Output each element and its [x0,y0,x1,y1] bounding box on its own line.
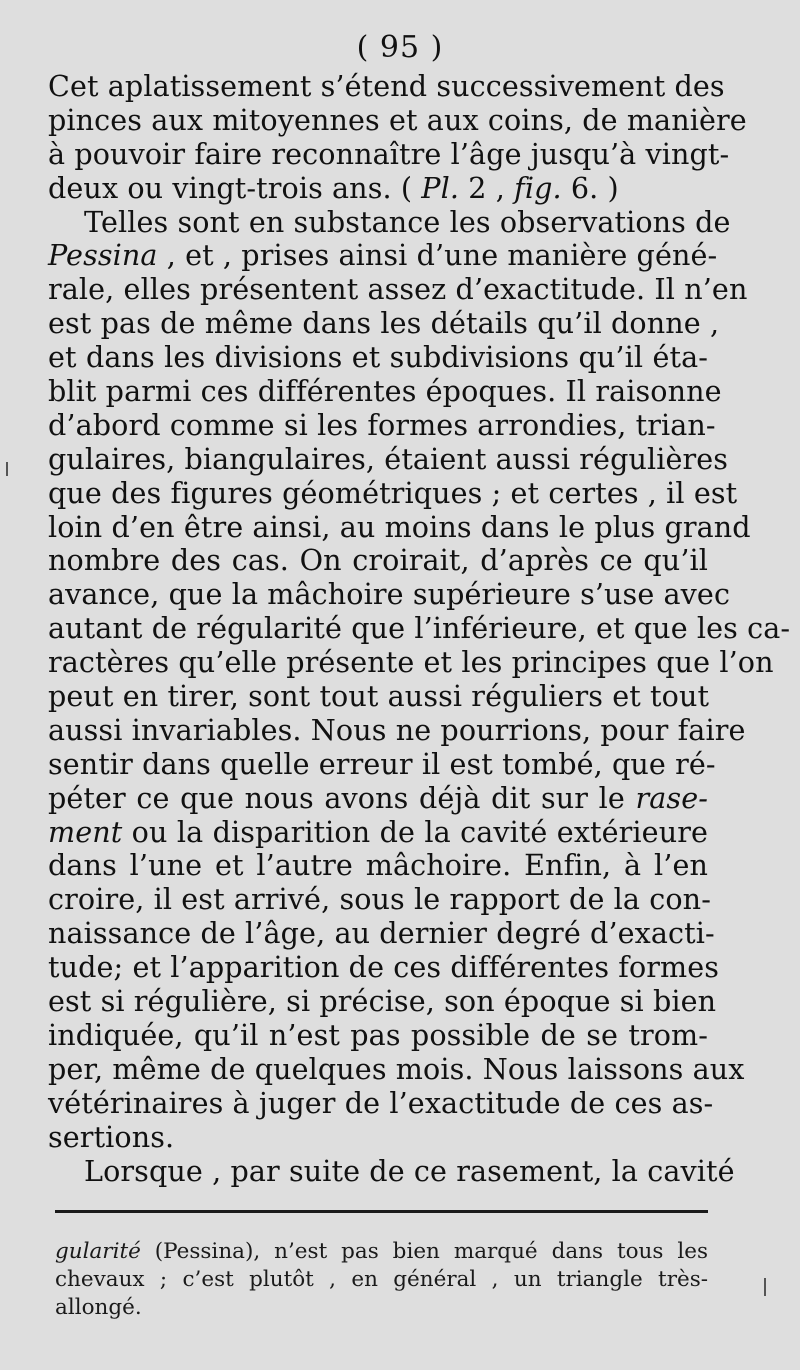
text-line-8: est pas de même dans les détails qu’il donne , [48,306,720,341]
text-line-2: pinces aux mitoyennes et aux coins, de manière [48,102,747,137]
text-line-19: peut en tirer, sont tout aussi réguliers et tout [48,679,710,714]
text-line-32: sertions. [48,1119,175,1154]
text-line-5: Telles sont en substance les observations de [84,204,731,239]
text-line-25: croire, il est arrivé, sous le rapport de la con- [48,882,711,917]
text-line-30: per, même de quelques mois. Nous laissons aux [48,1051,745,1086]
text-line-13: que des figures géométriques ; et certes , il est [48,475,738,510]
footnote-line-1: gularité (Pessina), n’est pas bien marqué dans tous les [55,1239,708,1264]
footnote-line-3: allongé. [55,1295,142,1320]
page-number: ( 95 ) [356,30,444,65]
text-line-17: autant de régularité que l’inférieure, et que les ca- [48,611,791,646]
footnote-divider [55,1210,708,1213]
text-line-9: et dans les divisions et subdivisions qu’il éta- [48,340,708,375]
text-line-22: péter ce que nous avons déjà dit sur le rase- [48,780,708,815]
text-line-18: ractères qu’elle présente et les principes que l’on [48,645,774,680]
text-line-23: ment ou la disparition de la cavité extérieure [48,814,708,849]
text-line-11: d’abord comme si les formes arrondies, trian- [48,407,716,442]
text-line-12: gulaires, biangulaires, étaient aussi régulières [48,441,729,476]
footnote-block [55,1238,708,1322]
margin-mark-left [6,462,8,476]
text-line-10: blit parmi ces différentes époques. Il raisonne [48,374,722,409]
text-line-3: à pouvoir faire reconnaître l’âge jusqu’à vingt- [48,136,730,171]
text-line-28: est si régulière, si précise, son époque si bien [48,984,717,1019]
text-line-21: sentir dans quelle erreur il est tombé, que ré- [48,746,716,781]
footnote-line-2: chevaux ; c’est plutôt , en général , un triangle très- [55,1267,708,1292]
text-line-31: vétérinaires à juger de l’exactitude de ces as- [48,1085,714,1120]
margin-mark-right [764,1278,766,1296]
text-line-20: aussi invariables. Nous ne pourrions, pour faire [48,712,746,747]
text-line-24: dans l’une et l’autre mâchoire. Enfin, à l’en [48,848,708,883]
text-line-29: indiquée, qu’il n’est pas possible de se trom- [48,1017,708,1052]
text-line-33: Lorsque , par suite de ce rasement, la cavité [84,1153,735,1188]
text-line-14: loin d’en être ainsi, au moins dans le plus grand [48,509,751,544]
text-line-15: nombre des cas. On croirait, d’après ce qu’il [48,543,708,578]
text-line-4: deux ou vingt-trois ans. ( Pl. 2 , fig. 6. ) [48,170,619,205]
text-line-7: rale, elles présentent assez d’exactitude. Il n’en [48,272,748,307]
text-line-1: Cet aplatissement s’étend successivement des [48,69,725,103]
text-line-26: naissance de l’âge, au dernier degré d’exacti- [48,916,715,951]
main-text-block [48,69,791,1188]
text-line-16: avance, que la mâchoire supérieure s’use avec [48,577,731,612]
text-line-6: Pessina , et , prises ainsi d’une manière géné- [48,238,718,273]
text-line-27: tude; et l’apparition de ces différentes formes [48,950,720,985]
